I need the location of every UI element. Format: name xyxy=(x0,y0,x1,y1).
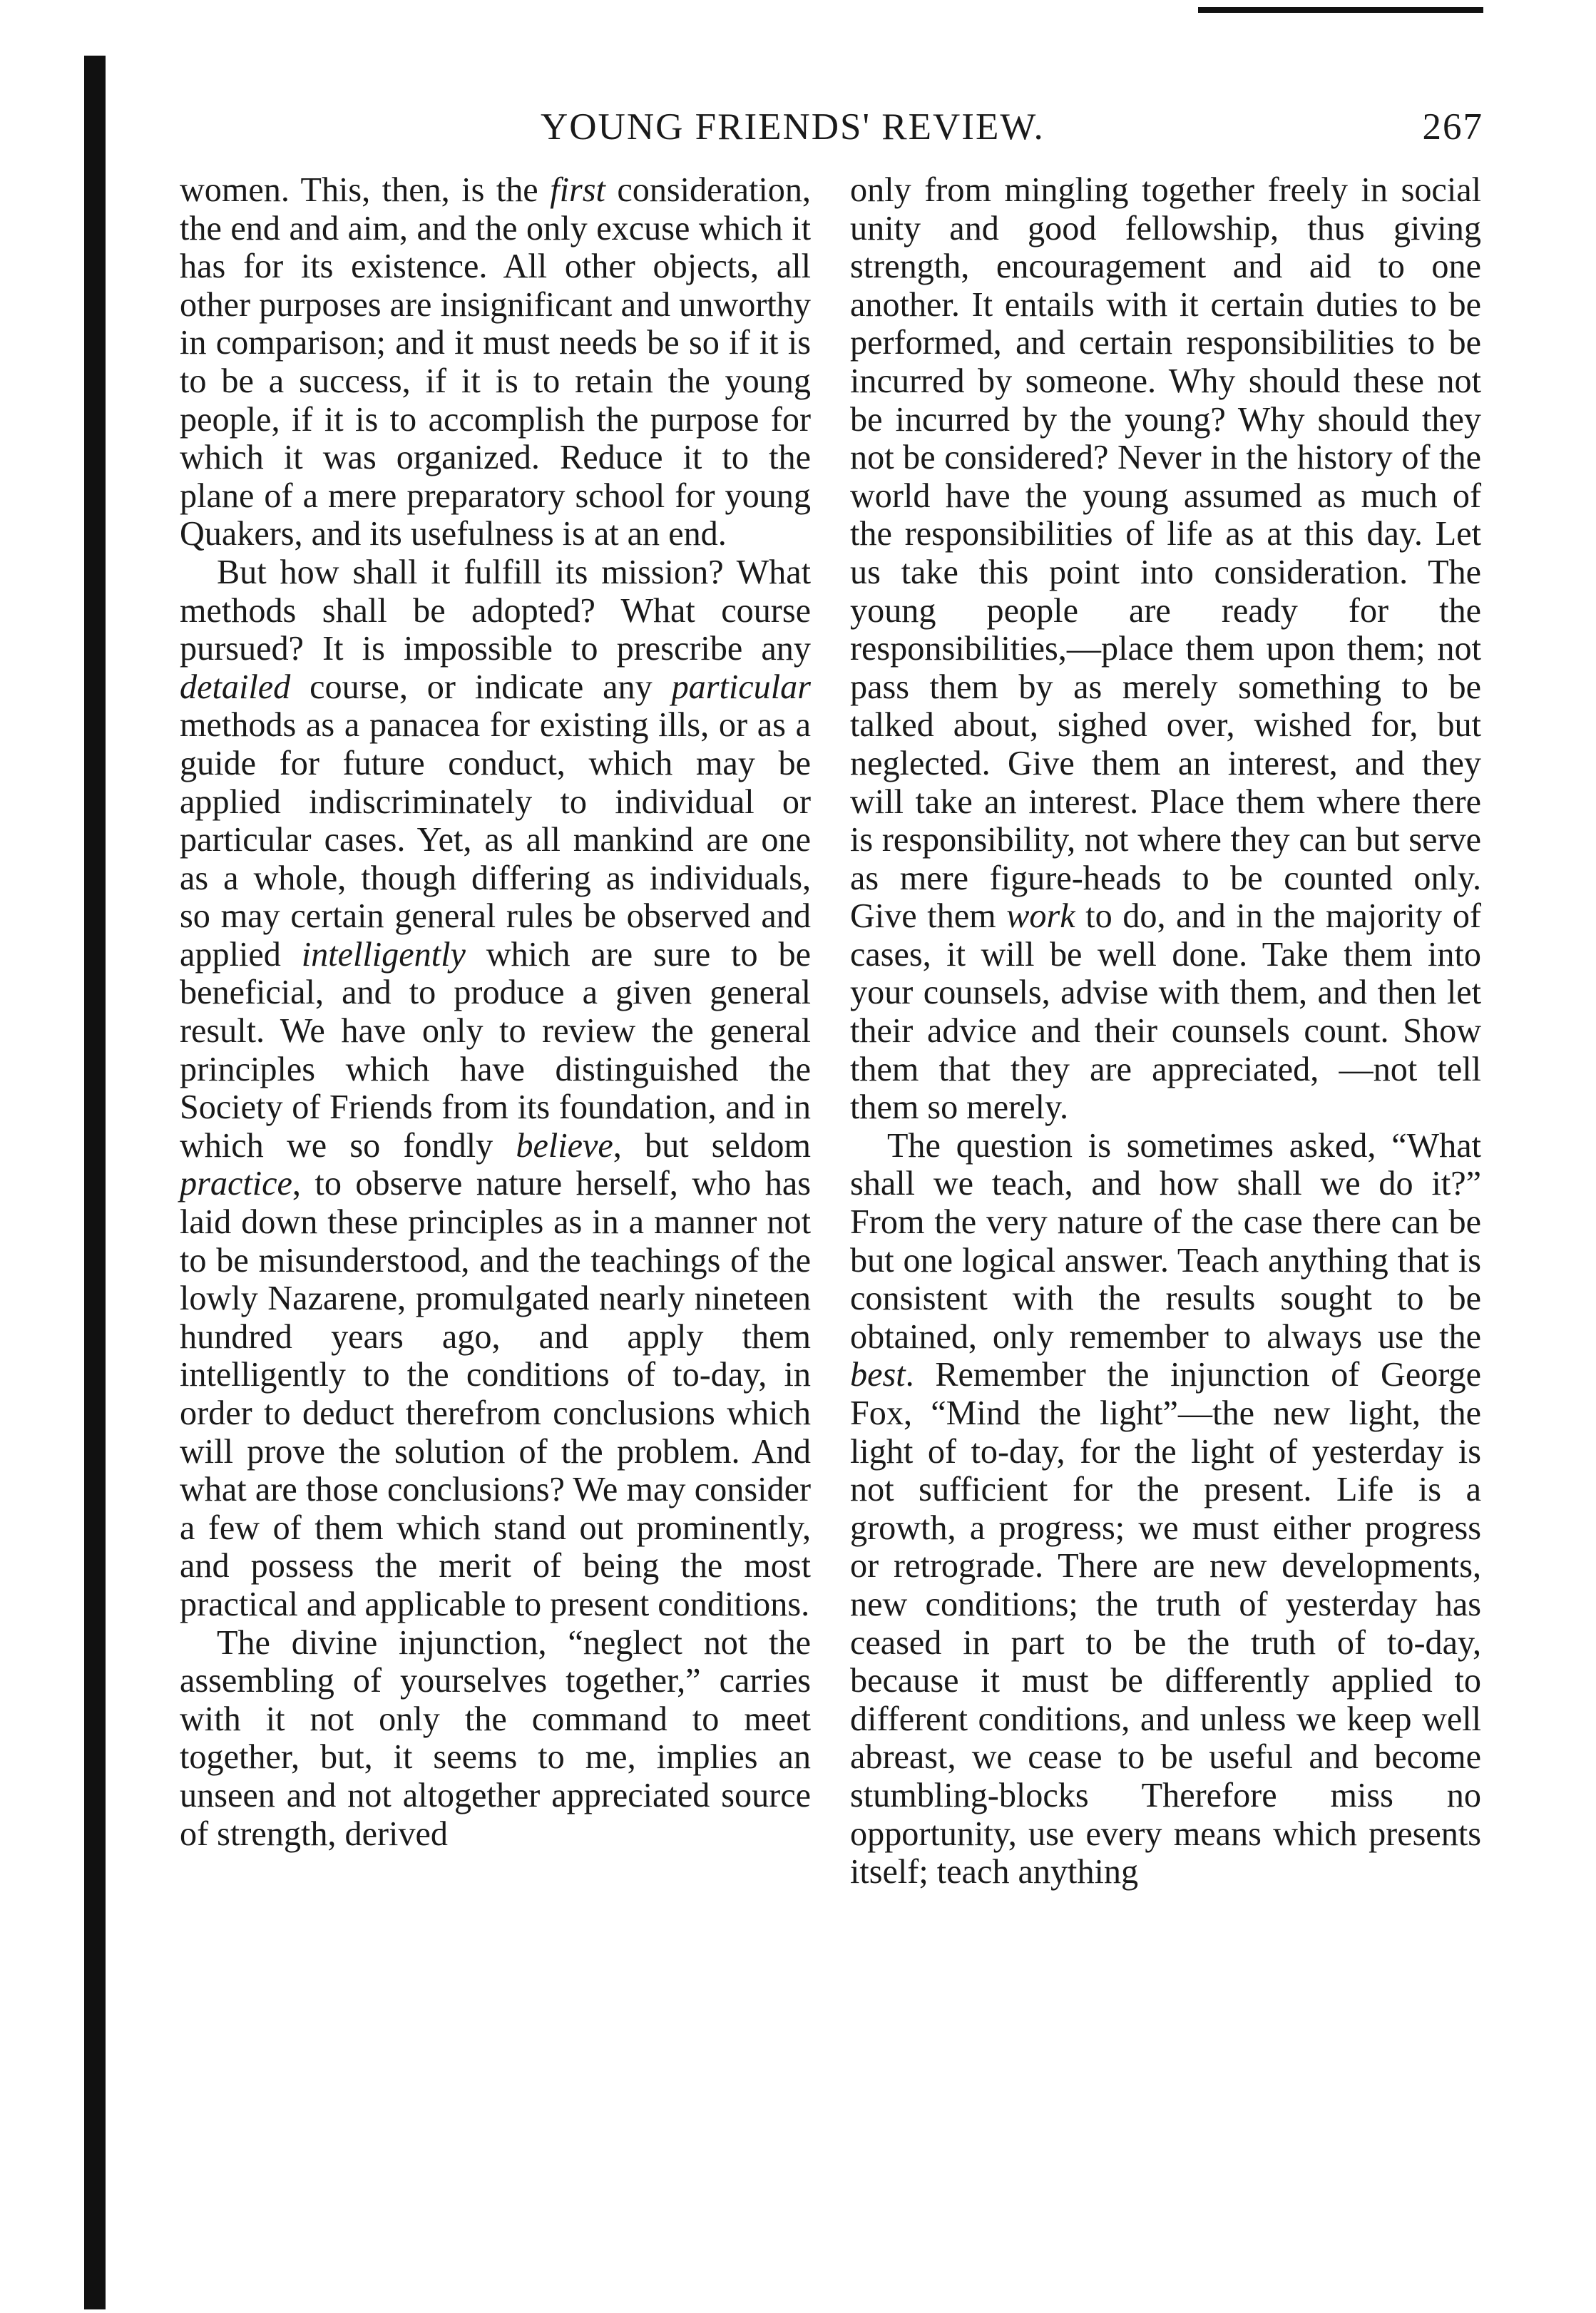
text-run: methods as a panacea for existing ills, or as a guide for future conduct, which may be applied indiscriminately to individual or particular cases. Yet, as all mankind are one as a whole, though differing as individuals, so may certain general rules be observed and applied xyxy=(180,706,811,974)
top-rule xyxy=(1198,7,1483,13)
right-column xyxy=(850,171,1481,1891)
paragraph xyxy=(180,553,811,1624)
text-run: which are sure to be beneficial, and to produce a given general result. We have only to review the general principles which have distinguished the Society of Friends from its foundation, and in which we so fondly xyxy=(180,935,811,1165)
paragraph: The divine injunction, “neglect not the assembling of yourselves together,” carries with it not only the command to meet together, but, it seems to me, implies an unseen and not altogether appreciated source of strength, derived xyxy=(180,1623,811,1853)
journal-title: YOUNG FRIENDS' REVIEW. xyxy=(541,106,1045,148)
text-run: course, or indicate any xyxy=(290,668,672,706)
paragraph xyxy=(850,1127,1481,1891)
left-column xyxy=(180,171,811,1853)
text-run: . Remember the injunction of George Fox, “Mind the light”—the new light, the light of to-day, for the light of yesterday is not sufficient for the present. Life is a growth, a progress; we must either progress or retrograde. There are new developments, new conditions; the truth of yesterday has ceased in part to be the truth of to-day, because it must be differently applied to different conditions, and unless we keep well abreast, we cease to be useful and become stumbling-blocks Therefore miss no opportunity, use every means which presents itself; teach anything xyxy=(850,1356,1481,1891)
emphasis: detailed xyxy=(180,668,291,706)
text-run: consideration, the end and aim, and the only excuse which it has for its existence. All other objects, all other purposes are insignificant and unworthy in comparison; and it must needs be so if it is to be a success, if it is to retain the young people, if it is to accomplish the purpose for which it was organized. Reduce it to the plane of a mere preparatory school for young Quakers, and its usefulness is at an end. xyxy=(180,171,811,553)
text-run: only from mingling together freely in social unity and good fellowship, thus giving strength, encouragement and aid to one another. It entails with it certain duties to be performed, and certain responsibilities to be incurred by someone. Why should these not be incurred by the young? Why should they not be considered? Never in the history of the world have the young assumed as much of the responsibilities of life as at this day. Let us take this point into consideration. The young people are ready for the responsibilities,—place them upon them; not pass them by as merely something to be talked about, sighed over, wished for, but neglected. Give them an interest, and they will take an interest. Place them where there is responsibility, not where they can but serve as mere figure-heads to be counted only. Give them xyxy=(850,171,1481,936)
emphasis: practice xyxy=(180,1165,292,1203)
page-number: 267 xyxy=(1422,106,1483,148)
text-run: women. This, then, is the xyxy=(180,171,551,209)
text-run: But how shall it fulfill its mission? What methods shall be adopted? What course pursued? It is impossible to prescribe any xyxy=(180,553,811,668)
emphasis: believe xyxy=(516,1126,613,1165)
emphasis: best xyxy=(850,1356,906,1394)
paragraph xyxy=(850,171,1481,1127)
emphasis: work xyxy=(1006,897,1075,936)
text-run: , but seldom xyxy=(613,1126,811,1165)
running-header xyxy=(175,106,1483,155)
binding-edge xyxy=(84,56,106,2309)
text-run: The question is sometimes asked, “What shall we teach, and how shall we do it?” From the very nature of the case there can be but one logical answer. Teach anything that is consistent with the results sought to be obtained, only remember to always use the xyxy=(850,1126,1481,1356)
emphasis: particular xyxy=(671,668,811,706)
text-run: , to observe nature herself, who has laid down these principles as in a manner not to be misunderstood, and the teachings of the lowly Nazarene, promulgated nearly nineteen hundred years ago, and apply them intelligently to the conditions of to-day, in order to deduct therefrom conclusions which will prove the solution of the problem. And what are those conclusions? We may consider a few of them which stand out prominently, and possess the merit of being the most practical and applicable to present conditions. xyxy=(180,1165,811,1623)
paragraph xyxy=(180,171,811,553)
text-run: to do, and in the majority of cases, it will be well done. Take them into your counsels, advise with them, and then let their advice and their counsels count. Show them that they are appreciated, —not tell them so merely. xyxy=(850,897,1481,1127)
emphasis: intelligently xyxy=(301,935,466,974)
emphasis: first xyxy=(550,171,605,209)
